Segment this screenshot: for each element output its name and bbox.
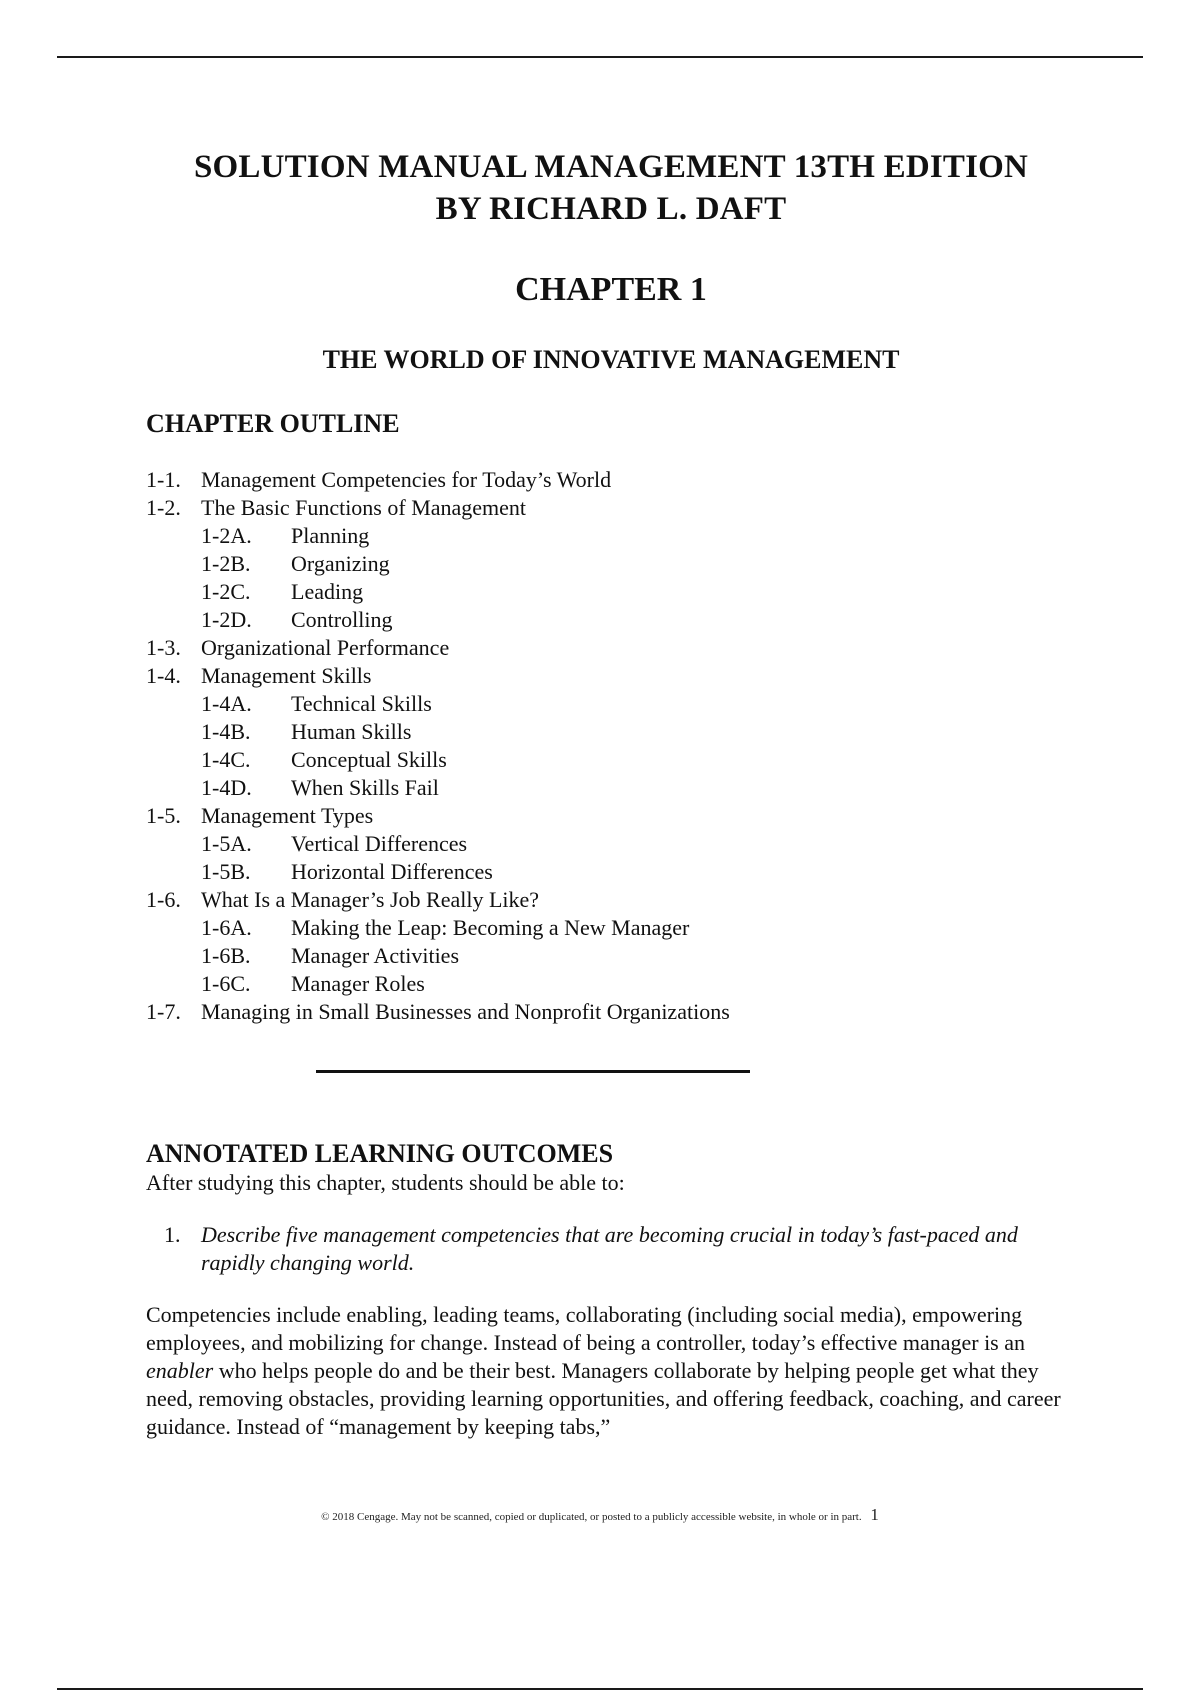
outline-subitem [146, 550, 1076, 578]
outline-item-number: 1-2B. [201, 551, 251, 576]
outline-item-text: What Is a Manager’s Job Really Like? [201, 887, 540, 912]
chapter-outline [146, 466, 1076, 1026]
explanation-emphasis: enabler [146, 1358, 214, 1383]
outcome-number: 1. [164, 1222, 181, 1247]
outcome-text: Describe five management competencies that are becoming crucial in today’s fast-paced and rapidly changing world. [201, 1222, 1018, 1275]
outline-subitem [146, 858, 1076, 886]
outline-subitem [146, 718, 1076, 746]
outline-item-text: Manager Roles [291, 971, 425, 996]
outline-item-text: Planning [291, 523, 370, 548]
outline-item-number: 1-5. [146, 803, 181, 828]
outline-item-text: Technical Skills [291, 691, 432, 716]
title-line-2: BY RICHARD L. DAFT [435, 191, 787, 227]
outline-item-number: 1-7. [146, 999, 181, 1024]
explanation-part-2: who helps people do and be their best. Managers collaborate by helping people get what they need, removing obstacles, providing learning opportunities, and offering feedback, coaching, and career guidance. Instead of “management by keeping tabs,” [146, 1358, 1061, 1439]
outcomes-heading: ANNOTATED LEARNING OUTCOMES [146, 1139, 614, 1168]
outline-item [146, 494, 1076, 522]
outline-subitem [146, 746, 1076, 774]
outline-item [146, 466, 1076, 494]
outline-heading: CHAPTER OUTLINE [146, 409, 400, 438]
outline-item-number: 1-3. [146, 635, 181, 660]
outline-subitem [146, 606, 1076, 634]
top-rule [57, 56, 1143, 58]
outline-item [146, 662, 1076, 690]
outline-item-text: Horizontal Differences [291, 859, 493, 884]
outline-item [146, 998, 1076, 1026]
outline-subitem [146, 914, 1076, 942]
title-line-1: SOLUTION MANUAL MANAGEMENT 13TH EDITION [193, 149, 1029, 185]
outline-subitem [146, 522, 1076, 550]
outline-item-text: Vertical Differences [291, 831, 468, 856]
page-footer [0, 1505, 1200, 1525]
outline-item-text: Managing in Small Businesses and Nonprofit Organizations [201, 999, 730, 1024]
outline-item-text: Leading [291, 579, 364, 604]
outline-item-text: Controlling [291, 607, 393, 632]
outline-subitem [146, 578, 1076, 606]
outline-item-number: 1-6A. [201, 915, 252, 940]
outline-item-text: Organizational Performance [201, 635, 450, 660]
outline-item-number: 1-4C. [201, 747, 251, 772]
bottom-rule [57, 1688, 1143, 1690]
outline-item-number: 1-5A. [201, 831, 252, 856]
explanation-part-1: Competencies include enabling, leading teams, collaborating (including social media), empowering employees, and mobilizing for change. Instead of being a controller, today’s effective manager is an [146, 1302, 1026, 1355]
outline-item-text: Making the Leap: Becoming a New Manager [291, 915, 690, 940]
outline-item-text: Conceptual Skills [291, 747, 447, 772]
outline-item-number: 1-4D. [201, 775, 252, 800]
chapter-label: CHAPTER 1 [515, 271, 707, 308]
outline-item-number: 1-2. [146, 495, 181, 520]
outline-item [146, 886, 1076, 914]
outline-item-text: Human Skills [291, 719, 412, 744]
outline-subitem [146, 690, 1076, 718]
outline-item-text: Manager Activities [291, 943, 460, 968]
outline-item-text: Organizing [291, 551, 390, 576]
outline-item [146, 802, 1076, 830]
outline-item-number: 1-2D. [201, 607, 252, 632]
outline-subitem [146, 942, 1076, 970]
outline-item-number: 1-4B. [201, 719, 251, 744]
document-page [146, 146, 1076, 1441]
outline-item-text: Management Types [201, 803, 374, 828]
outcome-explanation [146, 1301, 1081, 1441]
outline-item-text: Management Competencies for Today’s World [201, 467, 612, 492]
outline-item-text: The Basic Functions of Management [201, 495, 527, 520]
copyright-notice: © 2018 Cengage. May not be scanned, copied or duplicated, or posted to a publicly accessible website, in whole or in part. [321, 1511, 862, 1523]
outline-item-text: When Skills Fail [291, 775, 439, 800]
chapter-title: THE WORLD OF INNOVATIVE MANAGEMENT [322, 345, 900, 374]
outline-subitem [146, 970, 1076, 998]
section-divider [316, 1070, 750, 1073]
outline-subitem [146, 830, 1076, 858]
outline-item-number: 1-6B. [201, 943, 251, 968]
outline-item-number: 1-4A. [201, 691, 252, 716]
page-number: 1 [870, 1505, 879, 1524]
outline-item [146, 634, 1076, 662]
outline-item-number: 1-2C. [201, 579, 251, 604]
outline-item-number: 1-1. [146, 467, 181, 492]
outline-subitem [146, 774, 1076, 802]
outline-item-number: 1-6C. [201, 971, 251, 996]
outcome-item [146, 1221, 1076, 1277]
outcomes-intro: After studying this chapter, students should be able to: [146, 1170, 625, 1195]
outline-item-number: 1-4. [146, 663, 181, 688]
outline-item-number: 1-6. [146, 887, 181, 912]
document-title [146, 146, 1076, 230]
outline-item-number: 1-5B. [201, 859, 251, 884]
outline-item-text: Management Skills [201, 663, 372, 688]
outline-item-number: 1-2A. [201, 523, 252, 548]
